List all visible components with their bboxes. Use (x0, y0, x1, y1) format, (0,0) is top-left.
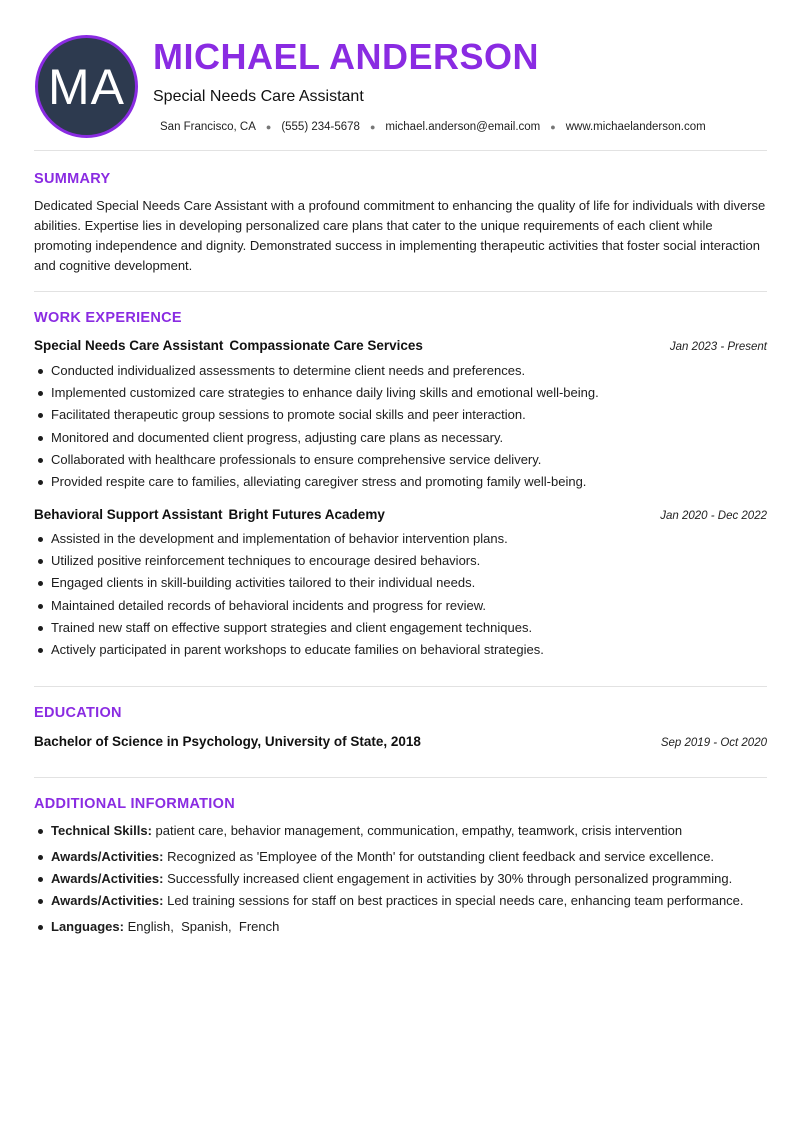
list-item (51, 868, 791, 890)
list-item: Monitored and documented client progress, adjusting care plans as necessary. (51, 427, 791, 449)
divider (34, 686, 767, 687)
contact-email[interactable]: michael.anderson@email.com (385, 121, 541, 133)
candidate-title: Special Needs Care Assistant (153, 88, 364, 105)
list-item: Actively participated in parent workshops to educate families on behavioral strategies. (51, 639, 791, 661)
info-text: English, Spanish, French (127, 919, 280, 934)
info-text: Recognized as 'Employee of the Month' for outstanding client feedback and service excellence. (167, 849, 715, 864)
contact-bar (160, 121, 706, 133)
job-company: Compassionate Care Services (229, 338, 423, 353)
info-label: Technical Skills: (51, 823, 152, 838)
summary-heading: SUMMARY (34, 171, 111, 187)
job-bullets (34, 360, 791, 493)
additional-list (34, 820, 791, 938)
education-degree: Bachelor of Science in Psychology, University of State, 2018 (34, 734, 421, 749)
job-title: Special Needs Care Assistant (34, 338, 224, 353)
contact-location: San Francisco, CA (160, 121, 256, 133)
list-item (51, 846, 791, 868)
summary-text: Dedicated Special Needs Care Assistant with a profound commitment to enhancing the quality of life for individuals with diverse abilities. Expertise lies in developing personalized care plans that cater to the unique requirements of each client while promoting independence and dignity. Demonstrated success in implementing therapeutic activities that foster social interaction and cognitive development. (34, 198, 766, 273)
separator-dot: ● (369, 122, 376, 132)
list-item: Engaged clients in skill-building activities tailored to their individual needs. (51, 572, 791, 594)
info-label: Awards/Activities: (51, 893, 164, 908)
contact-phone: (555) 234-5678 (281, 121, 360, 133)
job-bullets (34, 528, 791, 661)
education-heading: EDUCATION (34, 705, 122, 721)
list-item (51, 820, 791, 842)
info-label: Awards/Activities: (51, 849, 164, 864)
job-company: Bright Futures Academy (228, 507, 385, 522)
experience-heading: WORK EXPERIENCE (34, 310, 182, 326)
job-title-line (34, 507, 385, 522)
list-item: Collaborated with healthcare professionals to ensure comprehensive service delivery. (51, 449, 791, 471)
education-dates: Sep 2019 - Oct 2020 (660, 737, 767, 749)
separator-dot: ● (550, 122, 556, 132)
info-label: Awards/Activities: (51, 871, 164, 886)
job-header (34, 338, 767, 353)
info-text: Successfully increased client engagement in activities by 30% through personalized programming. (167, 871, 733, 886)
job-dates: Jan 2023 - Present (669, 341, 767, 353)
list-item: Facilitated therapeutic group sessions to promote social skills and peer interaction. (51, 404, 791, 426)
job-title-line (34, 338, 423, 353)
list-item (51, 916, 791, 938)
job-title: Behavioral Support Assistant (34, 507, 223, 522)
separator-dot: ● (265, 122, 272, 132)
contact-website[interactable]: www.michaelanderson.com (565, 121, 706, 133)
list-item: Assisted in the development and implementation of behavior intervention plans. (51, 528, 791, 550)
list-item: Conducted individualized assessments to determine client needs and preferences. (51, 360, 791, 382)
avatar-initials: MA (48, 58, 125, 115)
job-header (34, 507, 767, 522)
job-dates: Jan 2020 - Dec 2022 (660, 510, 767, 522)
candidate-name: MICHAEL ANDERSON (153, 36, 540, 77)
avatar (35, 35, 138, 138)
list-item: Maintained detailed records of behavioral incidents and progress for review. (51, 595, 791, 617)
education-entry (34, 734, 767, 749)
list-item: Provided respite care to families, alleviating caregiver stress and promoting family well-being. (51, 471, 791, 493)
divider (34, 291, 767, 292)
divider (34, 777, 767, 778)
additional-heading: ADDITIONAL INFORMATION (34, 796, 235, 812)
info-text: Led training sessions for staff on best practices in special needs care, enhancing team performance. (167, 893, 744, 908)
list-item: Trained new staff on effective support strategies and client engagement techniques. (51, 617, 791, 639)
list-item (51, 890, 791, 912)
info-label: Languages: (51, 919, 124, 934)
list-item: Implemented customized care strategies to enhance daily living skills and emotional well-being. (51, 382, 791, 404)
info-text: patient care, behavior management, communication, empathy, teamwork, crisis intervention (155, 823, 683, 838)
divider (34, 150, 767, 151)
list-item: Utilized positive reinforcement techniques to encourage desired behaviors. (51, 550, 791, 572)
